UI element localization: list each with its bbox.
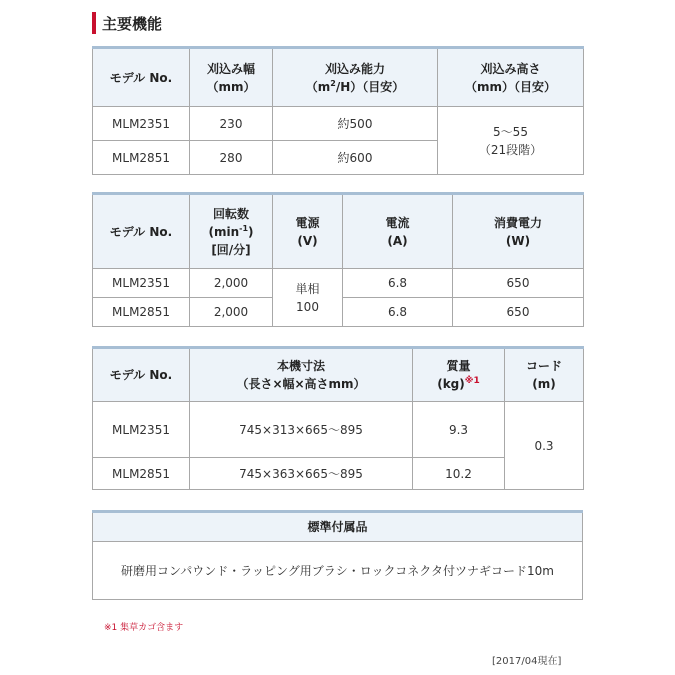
- header-current: 電流 (A): [343, 194, 453, 269]
- cell-model: MLM2351: [93, 269, 190, 298]
- cell-dimensions: 745×363×665～895: [190, 458, 413, 490]
- header-rpm: 回転数 $(\min^{-1})$ [回/分]: [190, 194, 273, 269]
- header-accessories: 標準付属品: [93, 512, 583, 542]
- spec-table-cutting: [92, 46, 584, 175]
- header-capacity: 刈込み能力 $(m^2/H)$（目安）: [273, 48, 438, 107]
- section-title: [92, 12, 162, 34]
- table-row: [93, 402, 584, 458]
- cell-model: MLM2851: [93, 298, 190, 327]
- section-title-text: 主要機能: [102, 14, 163, 33]
- cell-rpm: 2,000: [190, 298, 273, 327]
- header-cut-height: 刈込み高さ （mm）（目安）: [438, 48, 584, 107]
- cell-current: 6.8: [343, 298, 453, 327]
- cell-cut-height: 5～55 （21段階）: [438, 107, 584, 175]
- table-row: [93, 107, 584, 141]
- accessories-table: [92, 510, 583, 600]
- header-consumption: 消費電力 (W): [453, 194, 584, 269]
- cell-cut-width: 230: [190, 107, 273, 141]
- cell-rpm: 2,000: [190, 269, 273, 298]
- header-cord: コード (m): [505, 348, 584, 402]
- spec-table-dimensions: [92, 346, 584, 490]
- header-model: モデル No.: [93, 48, 190, 107]
- table-row: [93, 269, 584, 298]
- cell-cut-width: 280: [190, 141, 273, 175]
- cell-capacity: 約600: [273, 141, 438, 175]
- header-dimensions: 本機寸法 （長さ×幅×高さmm）: [190, 348, 413, 402]
- title-accent-bar: [92, 12, 96, 34]
- table-header-row: [93, 48, 584, 107]
- header-mass: 質量 (kg)$^{※1}$: [413, 348, 505, 402]
- cell-model: MLM2351: [93, 107, 190, 141]
- cell-consumption: 650: [453, 298, 584, 327]
- cell-power-source: 単相 100: [273, 269, 343, 327]
- header-cut-width: 刈込み幅 （mm）: [190, 48, 273, 107]
- cell-mass: 9.3: [413, 402, 505, 458]
- cell-dimensions: 745×313×665～895: [190, 402, 413, 458]
- header-model: モデル No.: [93, 194, 190, 269]
- table-header-row: [93, 348, 584, 402]
- cell-cord: 0.3: [505, 402, 584, 490]
- table-header-row: [93, 512, 583, 542]
- header-model: モデル No.: [93, 348, 190, 402]
- cell-accessories: 研磨用コンパウンド・ラッピング用ブラシ・ロックコネクタ付ツナギコード10m: [93, 542, 583, 600]
- table-row: [93, 542, 583, 600]
- table-header-row: [93, 194, 584, 269]
- cell-model: MLM2851: [93, 458, 190, 490]
- date-stamp: [2017/04現在]: [492, 656, 562, 667]
- footnote: ※1 集草カゴ含ます: [104, 623, 184, 633]
- cell-model: MLM2351: [93, 402, 190, 458]
- cell-capacity: 約500: [273, 107, 438, 141]
- cell-model: MLM2851: [93, 141, 190, 175]
- mass-note-mark: ※1: [464, 376, 480, 386]
- header-power-source: 電源 (V): [273, 194, 343, 269]
- spec-table-electrical: [92, 192, 584, 327]
- cell-consumption: 650: [453, 269, 584, 298]
- cell-mass: 10.2: [413, 458, 505, 490]
- cell-current: 6.8: [343, 269, 453, 298]
